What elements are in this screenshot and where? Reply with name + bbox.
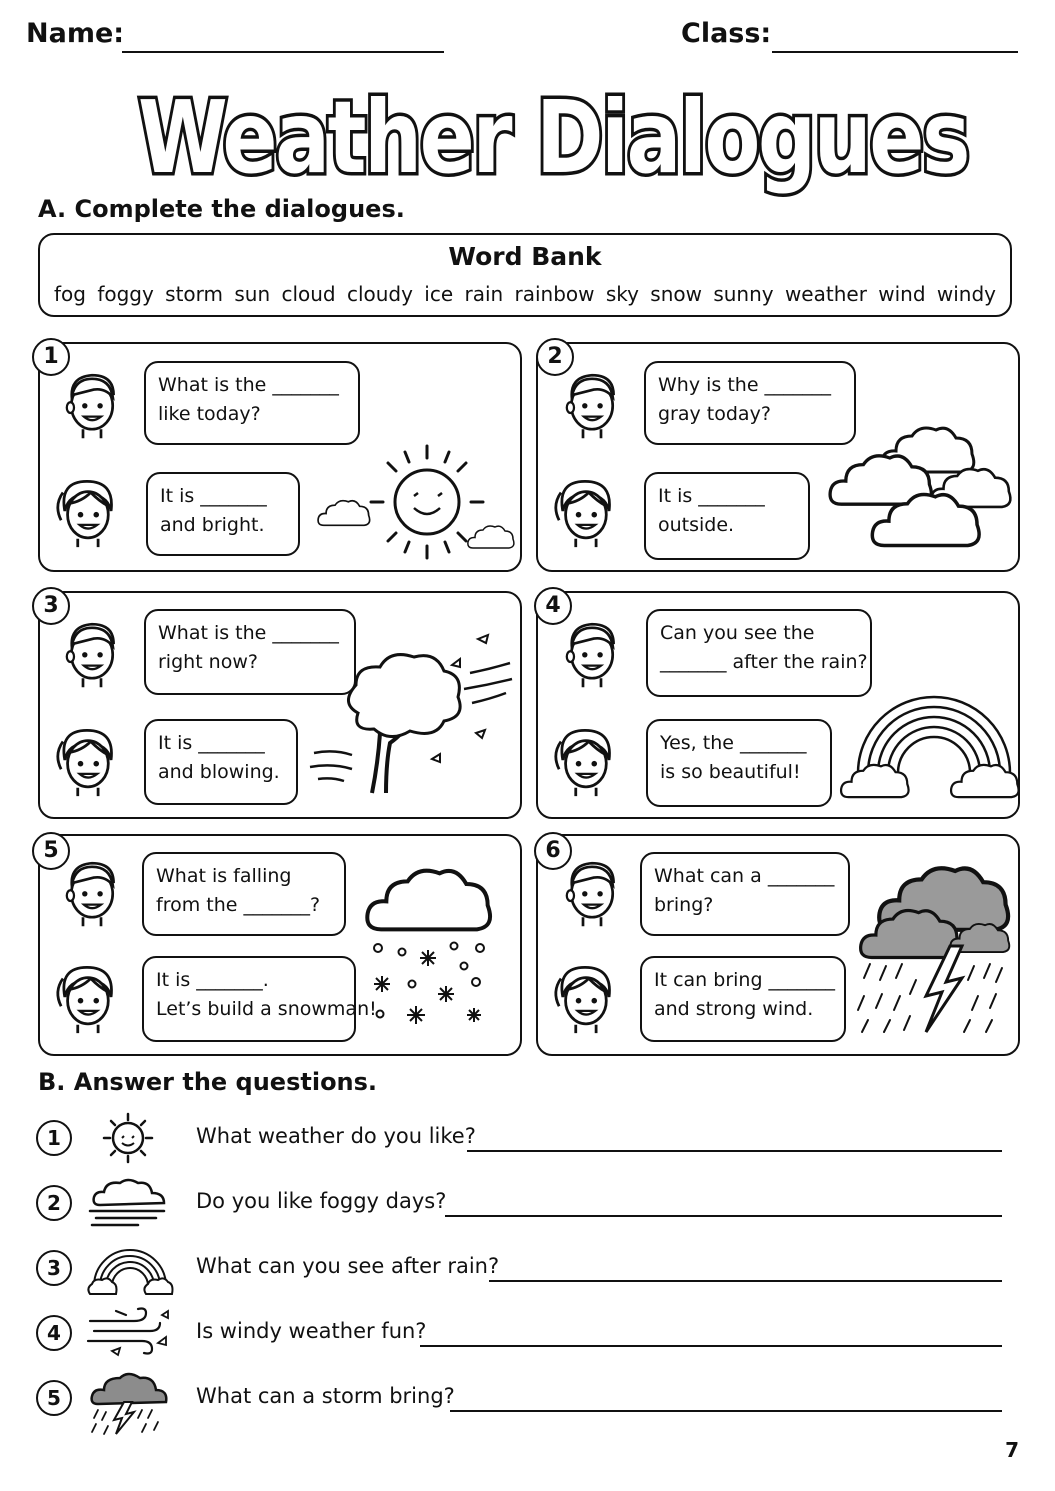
dialogue-panel-4 xyxy=(536,591,1020,819)
question-bubble-6 xyxy=(640,852,850,936)
question-line-2: from the _______? xyxy=(156,894,321,916)
question-text: Do you like foggy days? xyxy=(196,1189,447,1213)
panel-number-4: 4 xyxy=(534,587,572,625)
answer-line[interactable] xyxy=(489,1280,1002,1282)
storm-icon xyxy=(86,1372,170,1436)
class-field[interactable] xyxy=(772,51,1018,53)
word-bank-word: fog xyxy=(54,282,86,306)
question-bubble-2 xyxy=(644,361,856,445)
word-bank-word: foggy xyxy=(97,282,154,306)
wind-icon xyxy=(86,1307,176,1363)
answer-line-1: It is _______ xyxy=(160,485,267,507)
word-bank-word: wind xyxy=(878,282,926,306)
dialogue-panel-5 xyxy=(38,834,522,1056)
question-number: 2 xyxy=(36,1185,72,1221)
dialogue-panel-3 xyxy=(38,591,522,819)
word-bank-word: sunny xyxy=(713,282,774,306)
question-bubble-5 xyxy=(142,852,346,936)
fog-icon xyxy=(86,1177,170,1233)
question-bubble-3 xyxy=(144,609,356,695)
answer-line-1: It is _______. xyxy=(156,969,269,991)
question-bubble-4 xyxy=(646,609,872,697)
answer-line-1: It is _______ xyxy=(158,732,265,754)
question-number: 5 xyxy=(36,1380,72,1416)
rainbow-icon xyxy=(858,697,1010,773)
section-a-heading: A. Complete the dialogues. xyxy=(38,195,405,223)
word-bank-word: snow xyxy=(650,282,702,306)
question-line-2: _______ after the rain? xyxy=(660,651,868,673)
answer-line[interactable] xyxy=(445,1215,1002,1217)
question-bubble-1 xyxy=(144,361,360,445)
answer-line[interactable] xyxy=(450,1410,1002,1412)
panel-number-5: 5 xyxy=(32,832,70,870)
answer-line[interactable] xyxy=(420,1345,1002,1347)
word-bank-word: storm xyxy=(165,282,224,306)
word-bank-word: weather xyxy=(784,282,867,306)
question-line-1: Why is the _______ xyxy=(658,374,832,396)
answer-line-1: Yes, the _______ xyxy=(660,732,807,754)
sun-icon xyxy=(86,1112,166,1168)
question-line-1: What is falling xyxy=(156,865,292,887)
answer-line-2: is so beautiful! xyxy=(660,761,801,783)
word-bank-word: cloudy xyxy=(346,282,413,306)
word-bank-word: sun xyxy=(234,282,271,306)
answer-bubble-6 xyxy=(640,956,846,1042)
panel-number-3: 3 xyxy=(32,587,70,625)
question-number: 1 xyxy=(36,1120,72,1156)
question-line-1: What is the _______ xyxy=(158,374,339,396)
word-bank-title: Word Bank xyxy=(448,242,602,271)
question-line-2: like today? xyxy=(158,403,261,425)
girl-icon xyxy=(58,481,112,547)
girl-icon xyxy=(58,967,112,1033)
answer-line-2: Let’s build a snowman! xyxy=(156,998,377,1020)
question-row-4 xyxy=(0,1307,1055,1357)
storm-cloud-icon xyxy=(858,868,1009,1032)
boy-icon xyxy=(567,624,614,687)
answer-line-2: and strong wind. xyxy=(654,998,814,1020)
panel-number-1: 1 xyxy=(32,338,70,376)
class-label: Class: xyxy=(681,18,772,49)
snow-cloud-icon xyxy=(367,871,490,930)
boy-icon xyxy=(67,624,114,687)
page-number: 7 xyxy=(1005,1438,1019,1462)
question-text: Is windy weather fun? xyxy=(196,1319,427,1343)
girl-icon xyxy=(556,730,610,796)
panel-number-6: 6 xyxy=(534,832,572,870)
title-text: Weather Dialogues xyxy=(138,79,968,196)
dialogue-panel-1 xyxy=(38,342,522,572)
worksheet-title xyxy=(0,62,1055,202)
word-bank-word: ice xyxy=(424,282,454,306)
question-line-1: What is the _______ xyxy=(158,622,339,644)
answer-bubble-3 xyxy=(144,719,298,805)
boy-icon xyxy=(567,863,614,926)
word-list xyxy=(54,282,996,306)
word-bank-word: cloud xyxy=(281,282,336,306)
name-label: Name: xyxy=(26,18,125,49)
answer-bubble-2 xyxy=(644,472,810,560)
question-line-2: right now? xyxy=(158,651,258,673)
answer-line[interactable] xyxy=(467,1150,1002,1152)
small-cloud-icon xyxy=(951,765,1019,797)
boy-icon xyxy=(67,375,114,438)
boy-icon xyxy=(567,375,614,438)
word-bank-word: sky xyxy=(605,282,639,306)
question-text: What can a storm bring? xyxy=(196,1384,455,1408)
question-line-1: What can a _______ xyxy=(654,865,835,887)
word-bank-word: rainbow xyxy=(514,282,595,306)
answer-bubble-4 xyxy=(646,719,832,807)
question-number: 4 xyxy=(36,1315,72,1351)
dialogue-panel-2 xyxy=(536,342,1020,572)
word-bank-word: rain xyxy=(464,282,504,306)
question-number: 3 xyxy=(36,1250,72,1286)
question-line-2: gray today? xyxy=(658,403,771,425)
answer-line-2: and bright. xyxy=(160,514,265,536)
dialogue-panel-6 xyxy=(536,834,1020,1056)
question-row-1 xyxy=(0,1112,1055,1162)
small-cloud-icon xyxy=(318,501,370,526)
question-line-1: Can you see the xyxy=(660,622,815,644)
question-row-2 xyxy=(0,1177,1055,1227)
question-text: What can you see after rain? xyxy=(196,1254,500,1278)
answer-line-1: It is _______ xyxy=(658,485,765,507)
girl-icon xyxy=(556,967,610,1033)
boy-icon xyxy=(67,863,114,926)
small-cloud-icon xyxy=(468,526,514,548)
clouds-icon xyxy=(830,428,1010,546)
answer-bubble-1 xyxy=(146,472,300,556)
question-row-3 xyxy=(0,1242,1055,1292)
answer-bubble-5 xyxy=(142,956,377,1042)
girl-icon xyxy=(58,730,112,796)
panel-number-2: 2 xyxy=(536,338,574,376)
word-bank-word: windy xyxy=(936,282,996,306)
sun-icon xyxy=(371,446,483,558)
answer-line-1: It can bring _______ xyxy=(654,969,836,991)
answer-line-2: and blowing. xyxy=(158,761,280,783)
word-bank xyxy=(38,233,1012,317)
snowflakes xyxy=(374,943,484,1025)
question-line-2: bring? xyxy=(654,894,714,916)
name-field[interactable] xyxy=(122,51,444,53)
answer-line-2: outside. xyxy=(658,514,735,536)
question-row-5 xyxy=(0,1372,1055,1422)
section-b-heading: B. Answer the questions. xyxy=(38,1068,378,1096)
header-row xyxy=(0,18,1055,58)
question-text: What weather do you like? xyxy=(196,1124,476,1148)
girl-icon xyxy=(556,481,610,547)
rainbow-icon xyxy=(86,1242,176,1298)
